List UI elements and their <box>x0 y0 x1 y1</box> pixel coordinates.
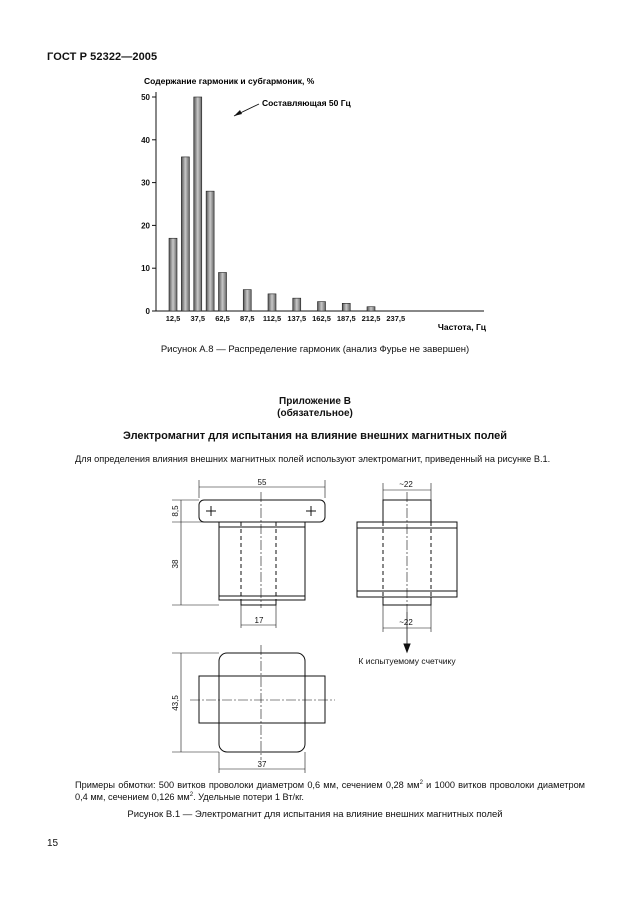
dimension-core-width: 17 <box>254 616 264 625</box>
chart-x-tick-label: 87,5 <box>239 314 255 323</box>
chart-x-tick-label: 212,5 <box>361 314 381 323</box>
chart-x-tick-label: 137,5 <box>287 314 307 323</box>
winding-note <box>75 779 585 803</box>
winding-note-part-2: и 1000 витков проволоки диаметром 0,4 мм, сечением 0,126 мм <box>75 780 585 802</box>
section-heading: Электромагнит для испытания на влияние внешних магнитных полей <box>123 430 507 442</box>
chart-x-tick-label: 187,5 <box>336 314 356 323</box>
chart-annotation: Составляющая 50 Гц <box>262 98 351 108</box>
arrow-label: К испытуемому счетчику <box>358 656 456 666</box>
chart-x-tick-label: 37,5 <box>190 314 206 323</box>
winding-note-superscript-2: 2 <box>189 791 194 798</box>
chart-y-tick-label: 30 <box>141 178 150 188</box>
side-view <box>357 480 457 666</box>
dimension-side-bottom: ~22 <box>399 618 413 627</box>
winding-note-superscript-1: 2 <box>419 779 423 786</box>
page-number: 15 <box>47 838 59 849</box>
chart-bar <box>342 303 350 311</box>
front-view <box>171 478 325 628</box>
dimension-top-width: 55 <box>257 478 267 487</box>
chart-x-axis-label: Частота, Гц <box>437 322 486 332</box>
chart-bar <box>367 307 375 311</box>
chart-bar <box>219 272 227 311</box>
chart-x-tick-label: 237,5 <box>386 314 406 323</box>
intro-paragraph: Для определения влияния внешних магнитных полей используют электромагнит, приведенный на рисунке В.1. <box>75 454 551 464</box>
dimension-cap-height: 8,5 <box>171 505 180 517</box>
direction-arrowhead <box>404 644 410 652</box>
chart-bar <box>243 290 251 311</box>
figure-caption-a8: Рисунок А.8 — Распределение гармоник (анализ Фурье не завершен) <box>160 344 470 355</box>
chart-bar <box>268 294 276 311</box>
harmonics-chart <box>0 70 630 342</box>
dimension-side-top: ~22 <box>399 480 413 489</box>
winding-note-part-3: . Удельные потери 1 Вт/кг. <box>193 792 304 802</box>
front-view-core-stub <box>241 600 276 605</box>
electromagnet-drawing <box>0 470 630 775</box>
chart-y-tick-label: 20 <box>141 221 150 231</box>
chart-y-tick-label: 0 <box>145 307 150 316</box>
annotation-arrowhead <box>234 110 242 116</box>
plan-view-coil <box>199 676 325 723</box>
chart-bar <box>169 238 177 311</box>
document-header: ГОСТ Р 52322—2005 <box>47 51 158 63</box>
chart-bar <box>181 157 189 311</box>
chart-y-tick-label: 40 <box>141 135 150 145</box>
annex-title: Приложение В <box>279 396 351 407</box>
winding-note-part-1: Примеры обмотки: 500 витков проволоки диаметром 0,6 мм, сечением 0,28 мм <box>75 780 420 790</box>
plan-view-cap <box>219 653 305 752</box>
dimension-plan-height: 43,5 <box>171 695 180 711</box>
chart-bar-50hz <box>206 191 214 311</box>
plan-view <box>171 645 335 773</box>
annex-status: (обязательное) <box>277 408 353 419</box>
chart-y-tick-label: 10 <box>141 264 150 274</box>
chart-bar <box>293 298 301 311</box>
dimension-plan-width: 37 <box>257 760 267 769</box>
chart-x-tick-label: 162,5 <box>312 314 331 323</box>
chart-x-tick-label: 112,5 <box>262 314 282 323</box>
figure-caption-b1: Рисунок В.1 — Электромагнит для испытания на влияние внешних магнитных полей <box>127 809 503 820</box>
chart-bar <box>318 302 326 311</box>
chart-y-tick-label: 50 <box>141 93 150 102</box>
front-view-body <box>219 522 305 600</box>
chart-x-tick-label: 12,5 <box>165 314 181 323</box>
chart-bar <box>194 97 202 311</box>
chart-y-axis-label: Содержание гармоник и субгармоник, % <box>144 76 315 86</box>
chart-x-tick-label: 62,5 <box>215 314 230 323</box>
dimension-body-height: 38 <box>171 559 180 569</box>
